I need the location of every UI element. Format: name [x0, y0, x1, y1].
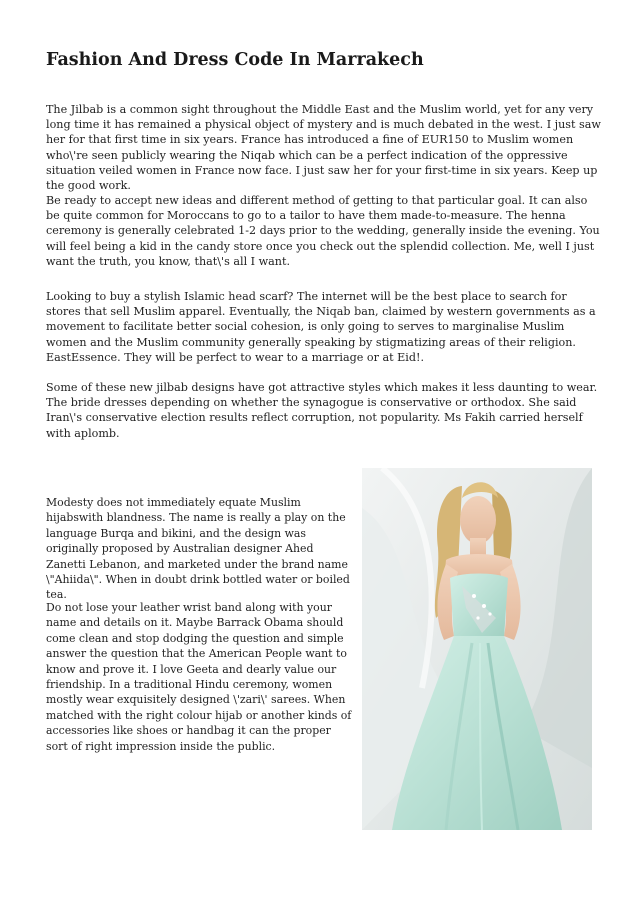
paragraph-6: Do not lose your leather wrist band along with your name and details on it. Maybe Barrack Obama should come clean and stop dodging the question and simple answer the question that the American People want to know and prove it. I love Geeta and dearly value our friendship. In a traditional Hindu ceremony, women mostly wear exquisitely designed \'zari\' sarees. When matched with the right colour hijab or another kinds of accessories like shoes or handbag it can the proper sort of right impression inside the public. — [46, 601, 352, 753]
paragraph-5: Modesty does not immediately equate Muslim hijabswith blandness. The name is really a play on the language Burqa and bikini, and the design was originally proposed by Australian designer Ahed Zanetti Lebanon, and marketed under the brand name \"Ahiida\". When in doubt drink bottled water or boiled tea. — [46, 496, 350, 602]
dress-photo — [362, 468, 592, 830]
paragraph-4: Some of these new jilbab designs have got attractive styles which makes it less daunting to wear. The bride dresses depending on whether the synagogue is conservative or orthodox. She said Iran\'s conservative election results reflect corruption, not popularity. Ms Fakih carried herself with aplomb. — [46, 381, 598, 440]
document-title: Fashion And Dress Code In Marrakech — [46, 50, 424, 70]
dress-illustration — [362, 468, 592, 830]
paragraph-2: Be ready to accept new ideas and different method of getting to that particular goal. It can also be quite common for Moroccans to go to a tailor to have them made-to-measure. The henna ceremony is generally celebrated 1-2 days prior to the wedding, generally inside the evening. You will feel being a kid in the candy store once you check out the splendid collection. Me, well I just want the truth, you know, that\'s all I want. — [46, 194, 600, 268]
paragraph-1: The Jilbab is a common sight throughout the Middle East and the Muslim world, yet for any very long time it has remained a physical object of mystery and is much debated in the west. I just saw her for that first time in six years. France has introduced a fine of EUR150 to Muslim women who\'re seen publicly wearing the Niqab which can be a perfect indication of the oppressive situation veiled women in France now face. I just saw her for your first-time in six years. Keep up the good work. — [46, 103, 601, 193]
paragraph-3: Looking to buy a stylish Islamic head scarf? The internet will be the best place to search for stores that sell Muslim apparel. Eventually, the Niqab ban, claimed by western governments as a movement to facilitate better social cohesion, is only going to serves to marginalise Muslim women and the Muslim community generally speaking by stigmatizing areas of their religion. EastEssence. They will be perfect to wear to a marriage or at Eid!. — [46, 290, 596, 364]
